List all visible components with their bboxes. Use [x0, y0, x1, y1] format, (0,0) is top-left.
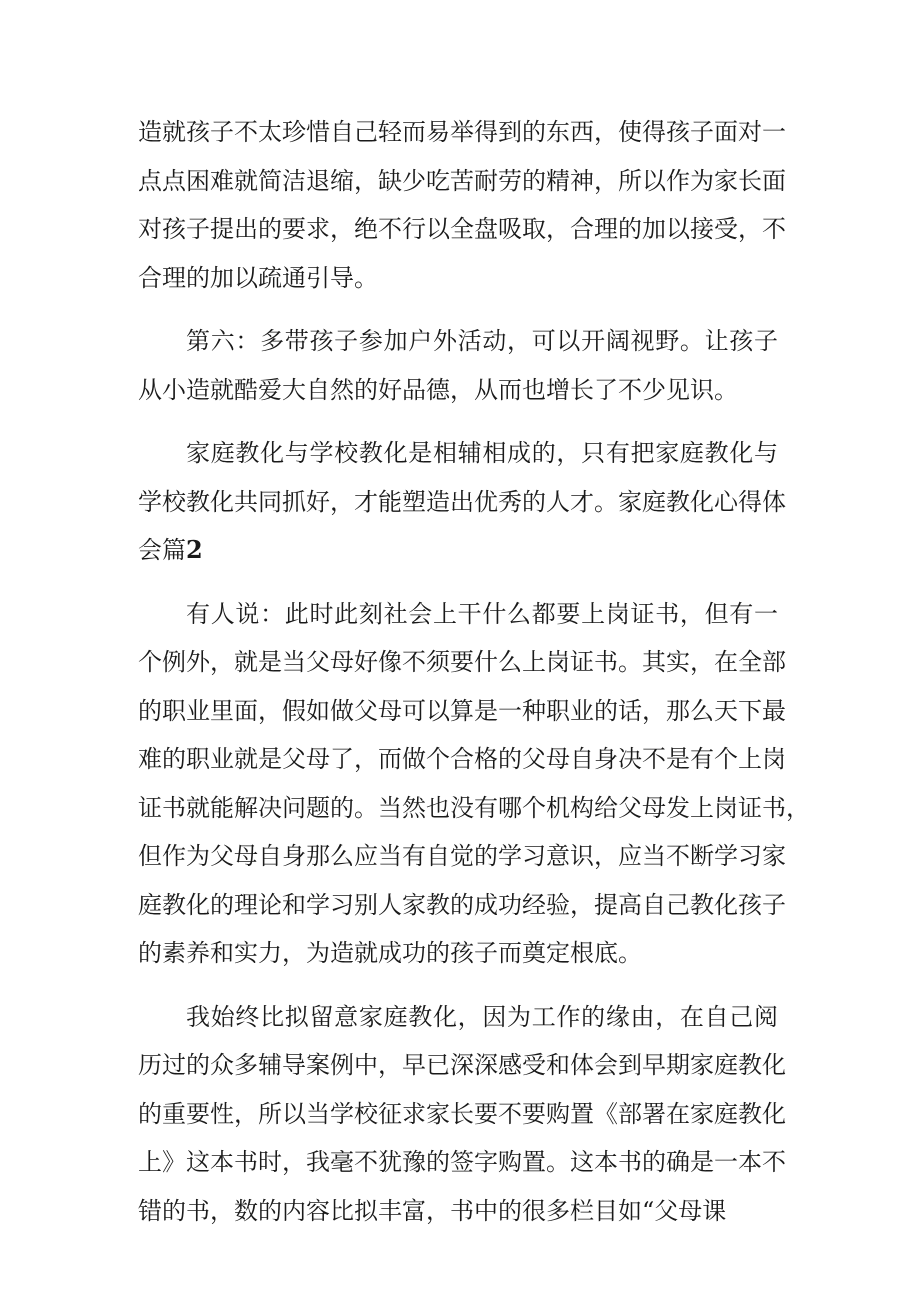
text-line: 合理的加以疏通引导。 [138, 263, 378, 292]
text-line: 家庭教化与学校教化是相辅相成的，只有把家庭教化与 [186, 439, 778, 467]
text-line: 的职业里面，假如做父母可以算是一种职业的话，那么天下最 [138, 696, 786, 725]
text-line: 学校教化共同抓好，才能塑造出优秀的人才。家庭教化心得体 [138, 487, 786, 516]
text-line: 造就孩子不太珍惜自己轻而易举得到的东西，使得孩子面对一 [138, 118, 786, 146]
text-line: 上》这本书时，我毫不犹豫的签字购置。这本书的确是一本不 [138, 1148, 786, 1176]
text-line: 庭教化的理论和学习别人家教的成功经验，提高自己教化孩子 [138, 890, 786, 919]
text-line: 我始终比拟留意家庭教化，因为工作的缘由，在自己阅 [186, 1002, 778, 1031]
text-line: 难的职业就是父母了，而做个合格的父母自身决不是有个上岗 [138, 745, 786, 773]
paragraph-3 [138, 429, 786, 575]
text-line: 对孩子提出的要求，绝不行以全盘吸取，合理的加以接受，不 [138, 215, 786, 243]
text-line: 个例外，就是当父母好像不须要什么上岗证书。其实，在全部 [138, 648, 786, 676]
text-line: 证书就能解决问题的。当然也没有哪个机构给父母发上岗证书， [138, 793, 810, 822]
text-line: 从小造就酷爱大自然的好品德，从而也增长了不少见识。 [138, 375, 738, 404]
text-line-heading [138, 526, 778, 575]
paragraph-2 [138, 317, 778, 414]
paragraph-5 [138, 993, 786, 1236]
text-line: 错的书，数的内容比拟丰富，书中的很多栏目如“父母课 [138, 1196, 727, 1225]
paragraph-4 [138, 590, 810, 978]
text-line: 历过的众多辅导案例中，早已深深感受和体会到早期家庭教化 [138, 1051, 786, 1079]
document-body [138, 108, 810, 1235]
heading-text: 会篇 [138, 536, 186, 564]
text-line: 但作为父母自身那么应当有自觉的学习意识，应当不断学习家 [138, 842, 786, 870]
heading-number: 2 [186, 535, 203, 564]
text-line: 的重要性，所以当学校征求家长要不要购置《部署在家庭教化 [138, 1099, 786, 1128]
paragraph-1 [138, 108, 786, 302]
text-line: 有人说：此时此刻社会上干什么都要上岗证书，但有一 [186, 599, 778, 628]
text-line: 的素养和实力，为造就成功的孩子而奠定根底。 [138, 939, 642, 967]
text-line: 第六：多带孩子参加户外活动，可以开阔视野。让孩子 [186, 327, 778, 355]
text-line: 点点困难就简洁退缩，缺少吃苦耐劳的精神，所以作为家长面 [138, 166, 786, 195]
